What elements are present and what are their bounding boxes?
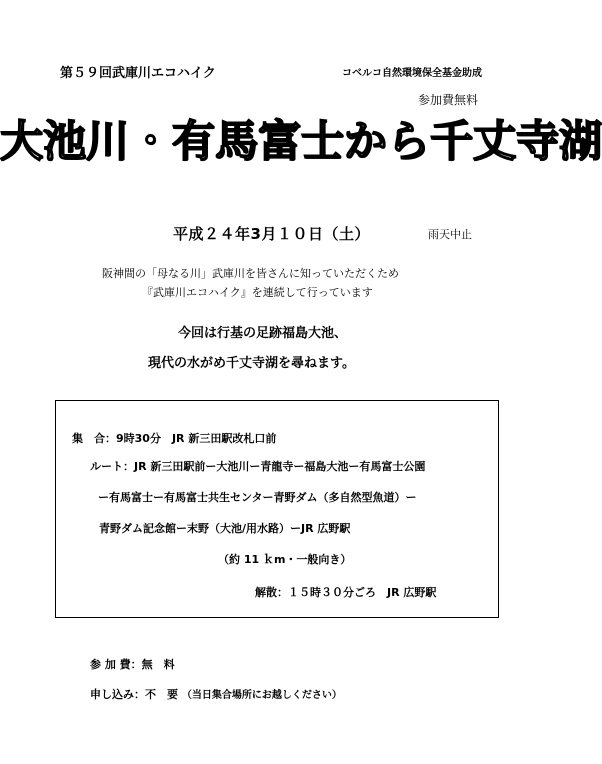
- event-date: 平成２４年3月１０日（土）: [173, 225, 370, 243]
- route-line-2: ー有馬富士ー有馬富士共生センター青野ダム（多自然型魚道）ー: [98, 491, 417, 504]
- intro-line-1: 阪神間の「母なる川」武庫川を皆さんに知っていただくため: [102, 267, 399, 280]
- fee-free-label: 参加費無料: [418, 93, 479, 107]
- sponsor-note: コベルコ自然環境保全基金助成: [342, 68, 482, 79]
- distance-info: （約 11 ｋm・一般向き）: [218, 553, 352, 566]
- dismissal-info: 解散：１５時３０分ごろ JR 広野駅: [255, 586, 437, 599]
- lead-line-1: 今回は行基の足跡福島大池、: [178, 326, 348, 341]
- page-title: 大池川・有馬富士から千丈寺湖: [0, 117, 602, 167]
- event-number: 第５９回武庫川エコハイク: [60, 66, 216, 81]
- application-label: 申し込み：不 要: [90, 688, 178, 701]
- route-line-3: 青野ダム記念館ー末野（大池/用水路）ーJR 広野駅: [99, 522, 351, 535]
- route-line-1: ルート：JR 新三田駅前ー大池川ー青龍寺ー福島大池ー有馬富士公園: [90, 460, 426, 473]
- lead-line-2: 現代の水がめ千丈寺湖を尋ねます。: [148, 356, 355, 371]
- intro-line-2: 『武庫川エコハイク』を連続して行っています: [142, 286, 373, 299]
- meeting-info: 集 合：9時30分 JR 新三田駅改札口前: [72, 432, 277, 445]
- rain-cancel-note: 雨天中止: [428, 228, 472, 241]
- application-info: [90, 686, 342, 702]
- fee-info: 参 加 費：無 料: [90, 658, 175, 671]
- application-note: （当日集合場所にお越しください）: [181, 690, 342, 701]
